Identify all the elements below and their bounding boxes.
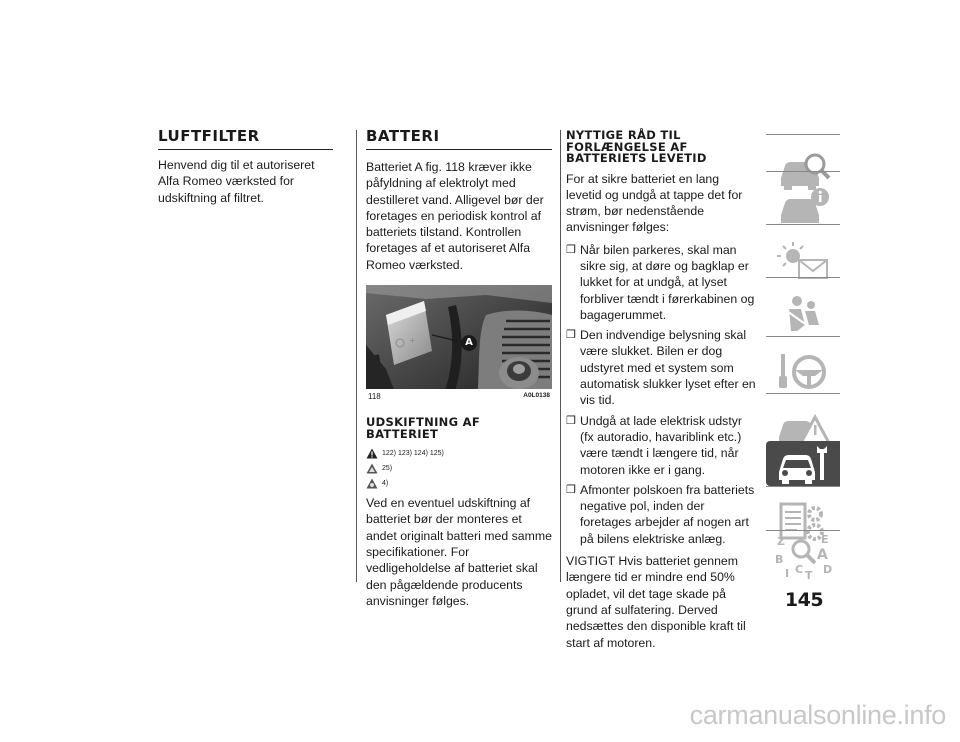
- steering-wheel-icon: [775, 350, 831, 394]
- list-item-text: Den indvendige belysning skal være slukket. Bilen er dog udstyret med et system som automatisk slukker lyset efter en vis tid.: [580, 328, 756, 408]
- passenger-airbag-icon: [775, 291, 831, 335]
- warning-row: [366, 461, 552, 476]
- index-letter: T: [805, 568, 813, 582]
- warning-refs: 4): [382, 480, 389, 488]
- page-number: 145: [784, 589, 824, 611]
- callout-a-marker: [461, 335, 477, 351]
- column-divider: [356, 130, 357, 582]
- title-rule: [158, 149, 333, 150]
- alphabet-index-icon: [773, 533, 833, 581]
- battery-photo: [366, 285, 552, 405]
- figure-number: 118: [368, 392, 381, 402]
- section-battery: [366, 127, 552, 609]
- battery-text: Batteriet A fig. 118 kræver ikke påfyldning af elektrolyt med destilleret vand. Alligevel bør der foretages en periodisk kontrol af batteriets tilstand. Kontrollen foretages af et autoriseret Alfa Romeo værksted.: [366, 160, 544, 272]
- list-item: [566, 327, 756, 408]
- tab-maintenance[interactable]: [766, 441, 840, 486]
- battery-tips-list: [566, 242, 756, 547]
- index-letter: B: [775, 552, 784, 566]
- warning-refs: 122) 123) 124) 125): [382, 450, 444, 458]
- warning-triangle-icon: [366, 448, 378, 459]
- warning-row: [366, 476, 552, 491]
- warning-refs: 25): [382, 465, 393, 473]
- caution-triangle-icon: [366, 463, 378, 474]
- checkbox-bullet-icon: ❒: [566, 243, 576, 256]
- index-letter: Z: [777, 534, 785, 548]
- battery-title: BATTERI: [366, 127, 440, 145]
- list-item-text: Når bilen parkeres, skal man sikre sig, at døre og bagklap er lukket for at undgå, at lyset forbliver tændt i førerkabinen og bagagerummet.: [580, 242, 755, 322]
- index-letter: D: [823, 562, 833, 576]
- list-item-text: Undgå at lade elektrisk udstyr (fx autoradio, havariblink etc.) være tændt i længere tid, når motoren ikke er i gang.: [580, 413, 742, 477]
- car-wrench-icon: [775, 442, 831, 486]
- column-divider: [560, 130, 561, 582]
- battery-tips-title: NYTTIGE RÅD TIL FORLÆNGELSE AF BATTERIETS LEVETID: [566, 128, 707, 165]
- checkbox-bullet-icon: ❒: [566, 414, 576, 427]
- index-letter: C: [795, 562, 804, 576]
- car-info-icon: [775, 185, 831, 229]
- figure-caption-bar: [366, 389, 552, 405]
- section-battery-tips: [566, 130, 756, 651]
- callout-a-label: A: [465, 337, 473, 349]
- index-letter: E: [821, 532, 829, 546]
- important-note: VIGTIGT Hvis batteriet gennem længere tid er mindre end 50% opladet, vil det tage skade på grund af sulfatering. Derved nedsættes den disponible kraft til start af motoren.: [566, 554, 746, 650]
- watermark[interactable]: carmanualsonline.info: [689, 700, 946, 730]
- figure-code: A0L0138: [523, 392, 550, 400]
- index-letter: A: [817, 546, 828, 563]
- air-filter-text: Henvend dig til et autoriseret Alfa Romeo værksted for udskiftning af filtret.: [158, 158, 315, 205]
- warning-row: [366, 446, 552, 461]
- checkbox-bullet-icon: ❒: [566, 329, 576, 342]
- svg-text:+: +: [409, 336, 416, 346]
- battery-figure: [366, 285, 552, 405]
- checkbox-bullet-icon: ❒: [566, 483, 576, 496]
- list-item-text: Afmonter polskoen fra batteriets negative pol, inden der foretages arbejder af nogen art på bilens elektriske anlæg.: [580, 482, 755, 546]
- section-air-filter: [158, 127, 333, 206]
- replace-battery-text: Ved en eventuel udskiftning af batteriet bør der monteres et andet originalt batteri med samme specifikationer. For vedligeholdelse af batteriet skal den pågældende producents anvisninger følges.: [366, 496, 552, 608]
- environment-triangle-icon: [366, 478, 378, 489]
- warning-references: [366, 446, 552, 491]
- list-item: [566, 482, 756, 547]
- replace-battery-title: UDSKIFTNING AF BATTERIET: [366, 415, 480, 441]
- air-filter-title: LUFTFILTER: [158, 127, 260, 145]
- magnifier-icon: [789, 537, 819, 567]
- battery-tips-intro: For at sikre batteriet en lang levetid og undgå at tappe det for strøm, bør nedenstående anvisninger følges:: [566, 171, 743, 235]
- list-item: [566, 413, 756, 478]
- warning-lights-envelope-icon: [775, 238, 831, 282]
- list-item: [566, 242, 756, 323]
- tab-index[interactable]: [766, 530, 840, 582]
- title-rule: [366, 149, 552, 150]
- index-letter: I: [785, 566, 790, 580]
